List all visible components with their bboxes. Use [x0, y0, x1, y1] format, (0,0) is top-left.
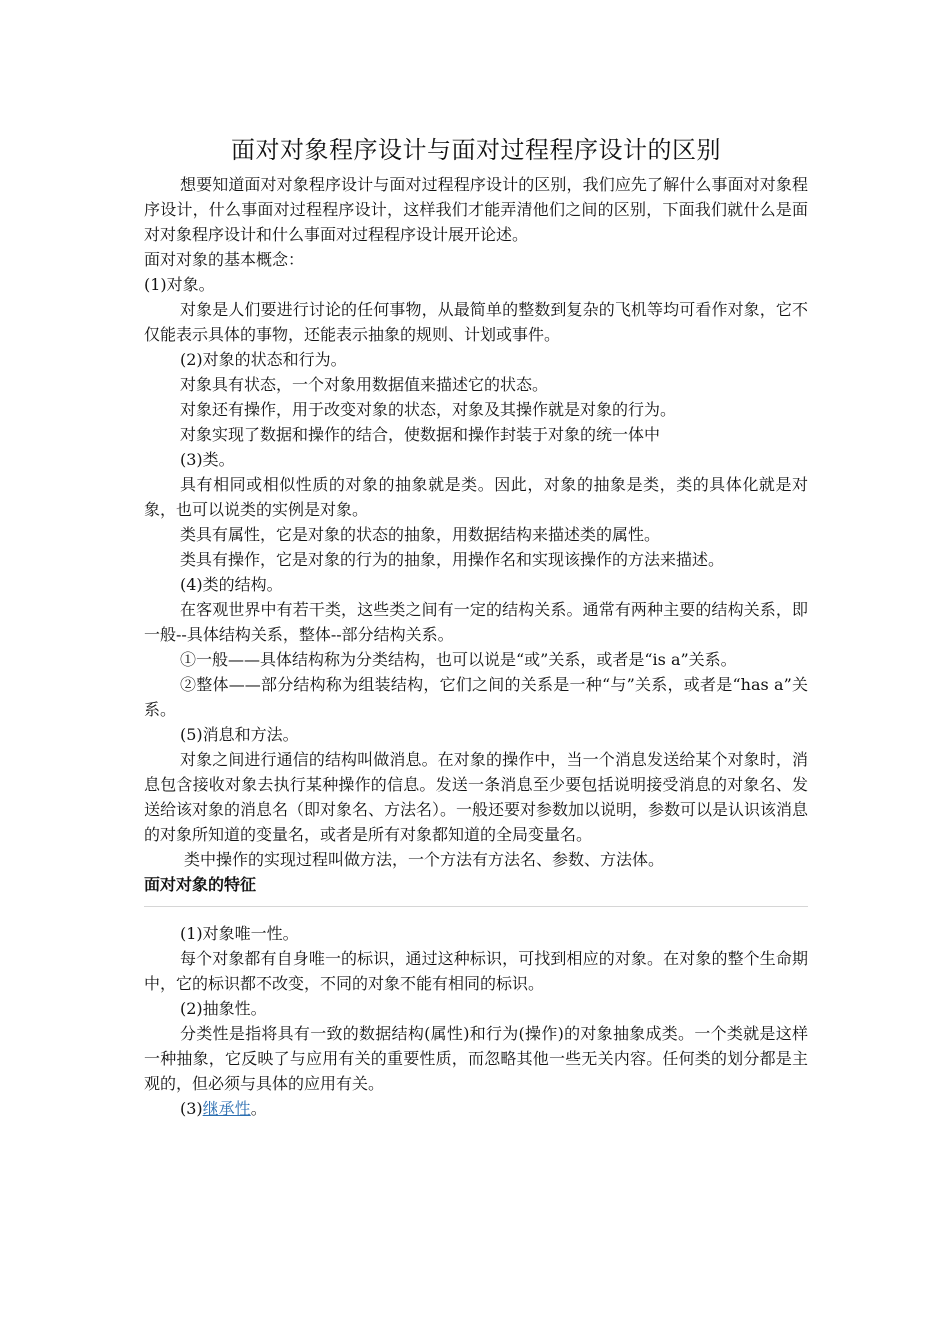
- item3-heading: (3)类。: [180, 450, 235, 469]
- document-page: [144, 132, 808, 1121]
- item3-paragraph-2: 类具有属性，它是对象的状态的抽象，用数据结构来描述类的属性。: [180, 525, 661, 544]
- item3-paragraph-1: 具有相同或相似性质的对象的抽象就是类。因此，对象的抽象是类，类的具体化就是对象，也可以说类的实例是对象。: [144, 475, 808, 519]
- features-heading: 面对对象的特征: [144, 872, 808, 907]
- item1-heading: (1)对象。: [144, 275, 215, 294]
- item5-heading: (5)消息和方法。: [180, 725, 299, 744]
- item5-paragraph-2: 类中操作的实现过程叫做方法，一个方法有方法名、参数、方法体。: [184, 850, 665, 869]
- basic-concepts-heading: 面对对象的基本概念：: [144, 250, 305, 269]
- inheritance-link[interactable]: 继承性: [202, 1099, 251, 1118]
- item4-paragraph-1: 在客观世界中有若干类，这些类之间有一定的结构关系。通常有两种主要的结构关系，即一般--具体结构关系，整体--部分结构关系。: [144, 600, 808, 644]
- feature1-heading: (1)对象唯一性。: [180, 924, 299, 943]
- feature2-body: 分类性是指将具有一致的数据结构(属性)和行为(操作)的对象抽象成类。一个类就是这样一种抽象，它反映了与应用有关的重要性质，而忽略其他一些无关内容。任何类的划分都是主观的，但必须与具体的应用有关。: [144, 1024, 808, 1093]
- item1-body: 对象是人们要进行讨论的任何事物，从最简单的整数到复杂的飞机等均可看作对象，它不仅能表示具体的事物，还能表示抽象的规则、计划或事件。: [144, 300, 808, 344]
- feature3-suffix: 。: [250, 1099, 267, 1118]
- item4-paragraph-3: ②整体——部分结构称为组装结构，它们之间的关系是一种“与”关系，或者是“has a”关系。: [144, 675, 808, 719]
- item3-paragraph-3: 类具有操作，它是对象的行为的抽象，用操作名和实现该操作的方法来描述。: [180, 550, 725, 569]
- item2-paragraph-2: 对象还有操作，用于改变对象的状态，对象及其操作就是对象的行为。: [180, 400, 677, 419]
- feature3-prefix: (3): [180, 1099, 203, 1118]
- document-title: 面对对象程序设计与面对过程程序设计的区别: [231, 136, 721, 164]
- feature2-heading: (2)抽象性。: [180, 999, 267, 1018]
- item4-heading: (4)类的结构。: [180, 575, 283, 594]
- item2-paragraph-3: 对象实现了数据和操作的结合，使数据和操作封装于对象的统一体中: [180, 425, 661, 444]
- feature1-body: 每个对象都有自身唯一的标识，通过这种标识，可找到相应的对象。在对象的整个生命期中，它的标识都不改变，不同的对象不能有相同的标识。: [144, 949, 808, 993]
- item5-paragraph-1: 对象之间进行通信的结构叫做消息。在对象的操作中，当一个消息发送给某个对象时，消息包含接收对象去执行某种操作的信息。发送一条消息至少要包括说明接受消息的对象名、发送给该对象的消息名（即对象名、方法名）。一般还要对参数加以说明，参数可以是认识该消息的对象所知道的变量名，或者是所有对象都知道的全局变量名。: [144, 750, 809, 844]
- feature3-heading: [144, 1096, 808, 1121]
- item2-heading: (2)对象的状态和行为。: [180, 350, 347, 369]
- intro-paragraph: 想要知道面对对象程序设计与面对过程程序设计的区别，我们应先了解什么事面对对象程序设计，什么事面对过程程序设计，这样我们才能弄清他们之间的区别，下面我们就什么是面对对象程序设计和什么事面对过程程序设计展开论述。: [144, 175, 808, 244]
- item2-paragraph-1: 对象具有状态，一个对象用数据值来描述它的状态。: [180, 375, 549, 394]
- item4-paragraph-2: ①一般——具体结构称为分类结构，也可以说是“或”关系，或者是“is a”关系。: [180, 650, 737, 669]
